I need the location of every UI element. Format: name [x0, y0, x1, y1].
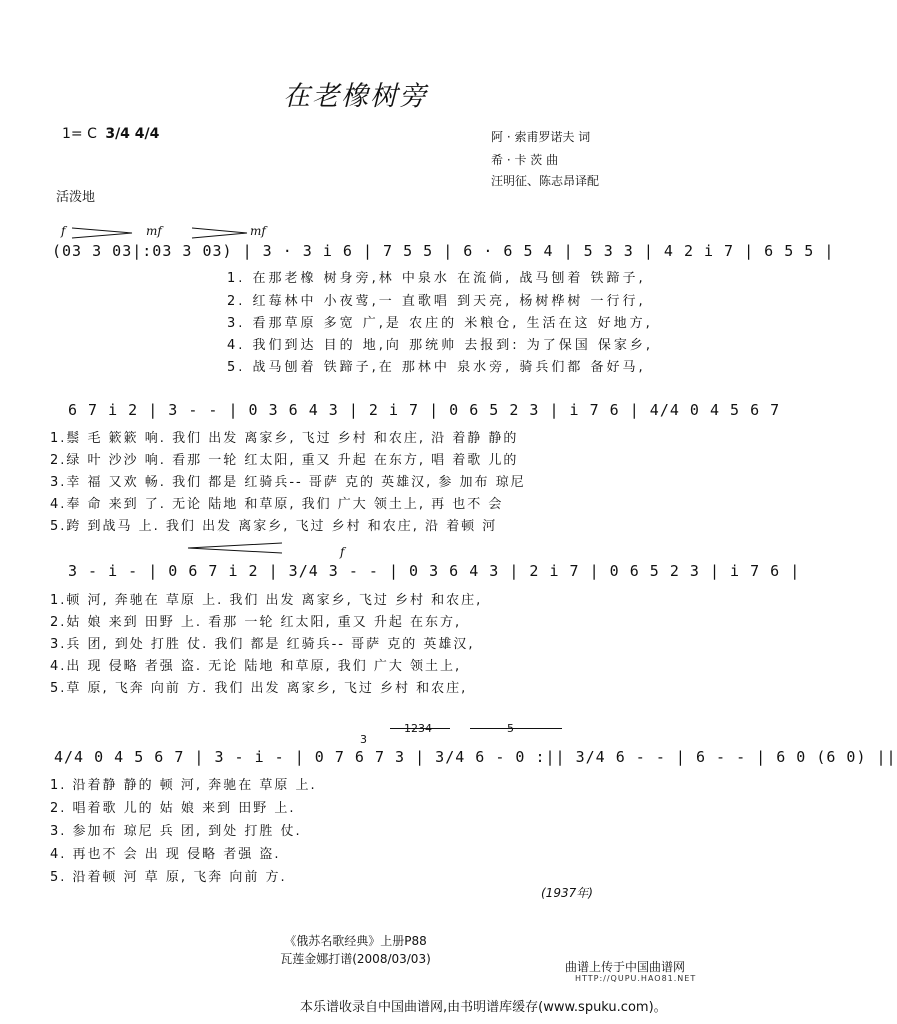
- system-3-verse-3: 3.兵 团, 到处 打胜 仗. 我们 都是 红骑兵-- 哥萨 克的 英雄汉,: [50, 637, 475, 652]
- footer-credit: 本乐谱收录自中国曲谱网,由书明谱库缓存(www.spuku.com)。: [300, 1000, 667, 1015]
- system-3-verse-2: 2.姑 娘 来到 田野 上. 看那 一轮 红太阳, 重又 升起 在东方,: [50, 615, 462, 630]
- system-2-notes: 6 7 i 2 | 3 - - | 0 3 6 4 3 | 2 i 7 | 0 6 5 2 3 | i 7 6 | 4/4 0 4 5 6 7: [68, 401, 781, 419]
- system-4-verse-4: 4. 再也不 会 出 现 侵略 者强 盗.: [50, 847, 281, 862]
- system-4-verse-2: 2. 唱着歌 儿的 姑 娘 来到 田野 上.: [50, 801, 296, 816]
- system-1-verse-4: 4. 我们到达 目的 地,向 那统帅 去报到: 为了保国 保家乡,: [227, 338, 653, 353]
- system-3-verse-4: 4.出 现 侵略 者强 盗. 无论 陆地 和草原, 我们 广大 领土上,: [50, 659, 462, 674]
- tempo-marking: 活泼地: [56, 190, 96, 205]
- system-3-dynamic-forte: f: [340, 545, 345, 559]
- system-3-notes: 3 - i - | 0 6 7 i 2 | 3/4 3 - - | 0 3 6 4 3 | 2 i 7 | 0 6 5 2 3 | i 7 6 |: [68, 562, 801, 580]
- system-4-verse-1: 1. 沿着静 静的 顿 河, 奔驰在 草原 上.: [50, 778, 317, 793]
- system-1-notes: (03 3 03|:03 3 03) | 3 · 3 i 6 | 7 5 5 | 6 · 6 5 4 | 5 3 3 | 4 2 i 7 | 6 5 5 |: [52, 242, 835, 260]
- key-signature: [62, 126, 159, 142]
- system-4-verse-5: 5. 沿着顿 河 草 原, 飞奔 向前 方.: [50, 870, 287, 885]
- system-2-verse-1: 1.鬃 毛 簌簌 响. 我们 出发 离家乡, 飞过 乡村 和农庄, 沿 着静 静的: [50, 431, 519, 446]
- tuplet-bracket: [470, 728, 562, 729]
- grace-note: 3: [360, 733, 367, 746]
- source-citation: 《俄苏名歌经典》上册P88: [284, 934, 427, 948]
- system-3-verse-1: 1.顿 河, 奔驰在 草原 上. 我们 出发 离家乡, 飞过 乡村 和农庄,: [50, 593, 483, 608]
- lyricist-credit: 阿 · 索甫罗诺夫 词: [491, 130, 591, 144]
- system-2-verse-3: 3.幸 福 又欢 畅. 我们 都是 红骑兵-- 哥萨 克的 英雄汉, 参 加布 琼尼: [50, 475, 526, 490]
- composer-credit: 希 · 卡 茨 曲: [491, 153, 559, 167]
- volta-label: 1234: [404, 722, 432, 735]
- system-1-verse-1: 1. 在那老橡 树身旁,林 中泉水 在流倘, 战马刨着 铁蹄子,: [227, 271, 646, 286]
- time-signature: 3/4 4/4: [105, 126, 160, 142]
- dynamic-forte: f: [61, 224, 66, 238]
- system-3-hairpin: [186, 541, 286, 555]
- song-title: 在老橡树旁: [283, 81, 428, 112]
- system-4-verse-3: 3. 参加布 琼尼 兵 团, 到处 打胜 仗.: [50, 824, 302, 839]
- system-2-verse-5: 5.跨 到战马 上. 我们 出发 离家乡, 飞过 乡村 和农庄, 沿 着顿 河: [50, 519, 498, 534]
- system-2-verse-2: 2.绿 叶 沙沙 响. 看那 一轮 红太阳, 重又 升起 在东方, 唱 着歌 儿的: [50, 453, 519, 468]
- translator-credit: 汪明征、陈志昂译配: [491, 174, 600, 188]
- typesetter-credit: 瓦莲金娜打谱(2008/03/03): [280, 952, 431, 966]
- system-2-verse-4: 4.奉 命 来到 了. 无论 陆地 和草原, 我们 广大 领土上, 再 也不 会: [50, 497, 504, 512]
- system-1-verse-2: 2. 红莓林中 小夜莺,一 直歌唱 到天亮, 杨树桦树 一行行,: [227, 294, 646, 309]
- dynamic-mezzo-forte-1: mf: [146, 224, 162, 238]
- system-1-verse-5: 5. 战马刨着 铁蹄子,在 那林中 泉水旁, 骑兵们都 备好马,: [227, 360, 646, 375]
- dynamic-mezzo-forte-2: mf: [250, 224, 266, 238]
- tuplet-label: 5: [507, 722, 514, 735]
- key-label: 1= C: [62, 126, 97, 142]
- system-4-notes: 4/4 0 4 5 6 7 | 3 - i - | 0 7 6 7 3 | 3/4 6 - 0 :|| 3/4 6 - - | 6 - - | 6 0 (6 0) ||: [54, 748, 897, 766]
- system-1-verse-3: 3. 看那草原 多宽 广,是 农庄的 米粮仓, 生活在这 好地方,: [227, 316, 653, 331]
- hairpin-marks: [72, 226, 272, 240]
- upload-note: 曲谱上传于中国曲谱网: [565, 960, 686, 974]
- system-3-verse-5: 5.草 原, 飞奔 向前 方. 我们 出发 离家乡, 飞过 乡村 和农庄,: [50, 681, 468, 696]
- composition-year: (1937年): [541, 886, 593, 900]
- upload-url[interactable]: HTTP://QUPU.HAO81.NET: [575, 974, 697, 983]
